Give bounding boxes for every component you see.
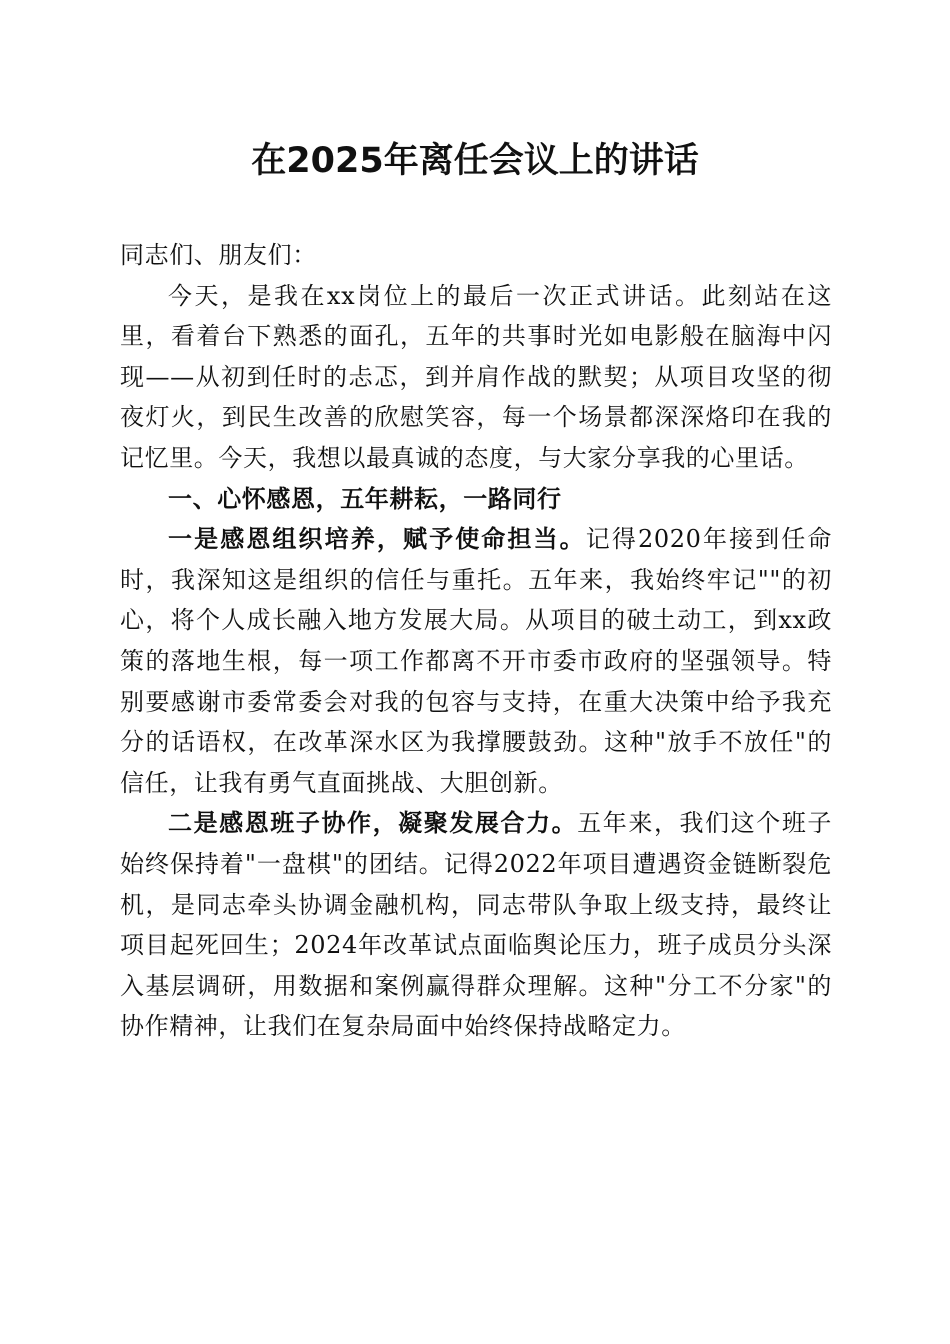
paragraph-body: 记得2020年接到任命时，我深知这是组织的信任与重托。五年来，我始终牢记""的初心，将个人成长融入地方发展大局。从项目的破土动工，到xx政策的落地生根，每一项工作都离不开市委市政府的坚强领导。特别要感谢市委常委会对我的包容与支持，在重大决策中给予我充分的话语权，在改革深水区为我撑腰鼓劲。这种"放手不放任"的信任，让我有勇气直面挑战、大胆创新。 [120, 525, 832, 797]
greeting: 同志们、朋友们： [120, 241, 317, 269]
paragraph-lead: 一是感恩组织培养，赋予使命担当。 [168, 524, 586, 554]
intro-paragraph: 今天，是我在xx岗位上的最后一次正式讲话。此刻站在这里，看着台下熟悉的面孔，五年的共事时光如电影般在脑海中闪现——从初到任时的忐忑，到并肩作战的默契；从项目攻坚的彻夜灯火，到民生改善的欣慰笑容，每一个场景都深深烙印在我的记忆里。今天，我想以最真诚的态度，与大家分享我的心里话。 [120, 281, 832, 472]
document-title: 在2025年离任会议上的讲话 [251, 141, 699, 181]
paragraph-gratitude-organization [120, 519, 832, 803]
paragraph-body: 五年来，我们这个班子始终保持着"一盘棋"的团结。记得2022年项目遭遇资金链断裂危机，是同志牵头协调金融机构，同志带队争取上级支持，最终让项目起死回生；2024年改革试点面临舆论压力，班子成员分头深入基层调研，用数据和案例赢得群众理解。这种"分工不分家"的协作精神，让我们在复杂局面中始终保持战略定力。 [120, 809, 832, 1041]
paragraph-gratitude-team [120, 803, 832, 1047]
document-body [120, 235, 832, 1047]
paragraph-lead: 二是感恩班子协作，凝聚发展合力。 [168, 808, 578, 838]
section-heading: 一、心怀感恩，五年耕耘，一路同行 [168, 484, 562, 513]
